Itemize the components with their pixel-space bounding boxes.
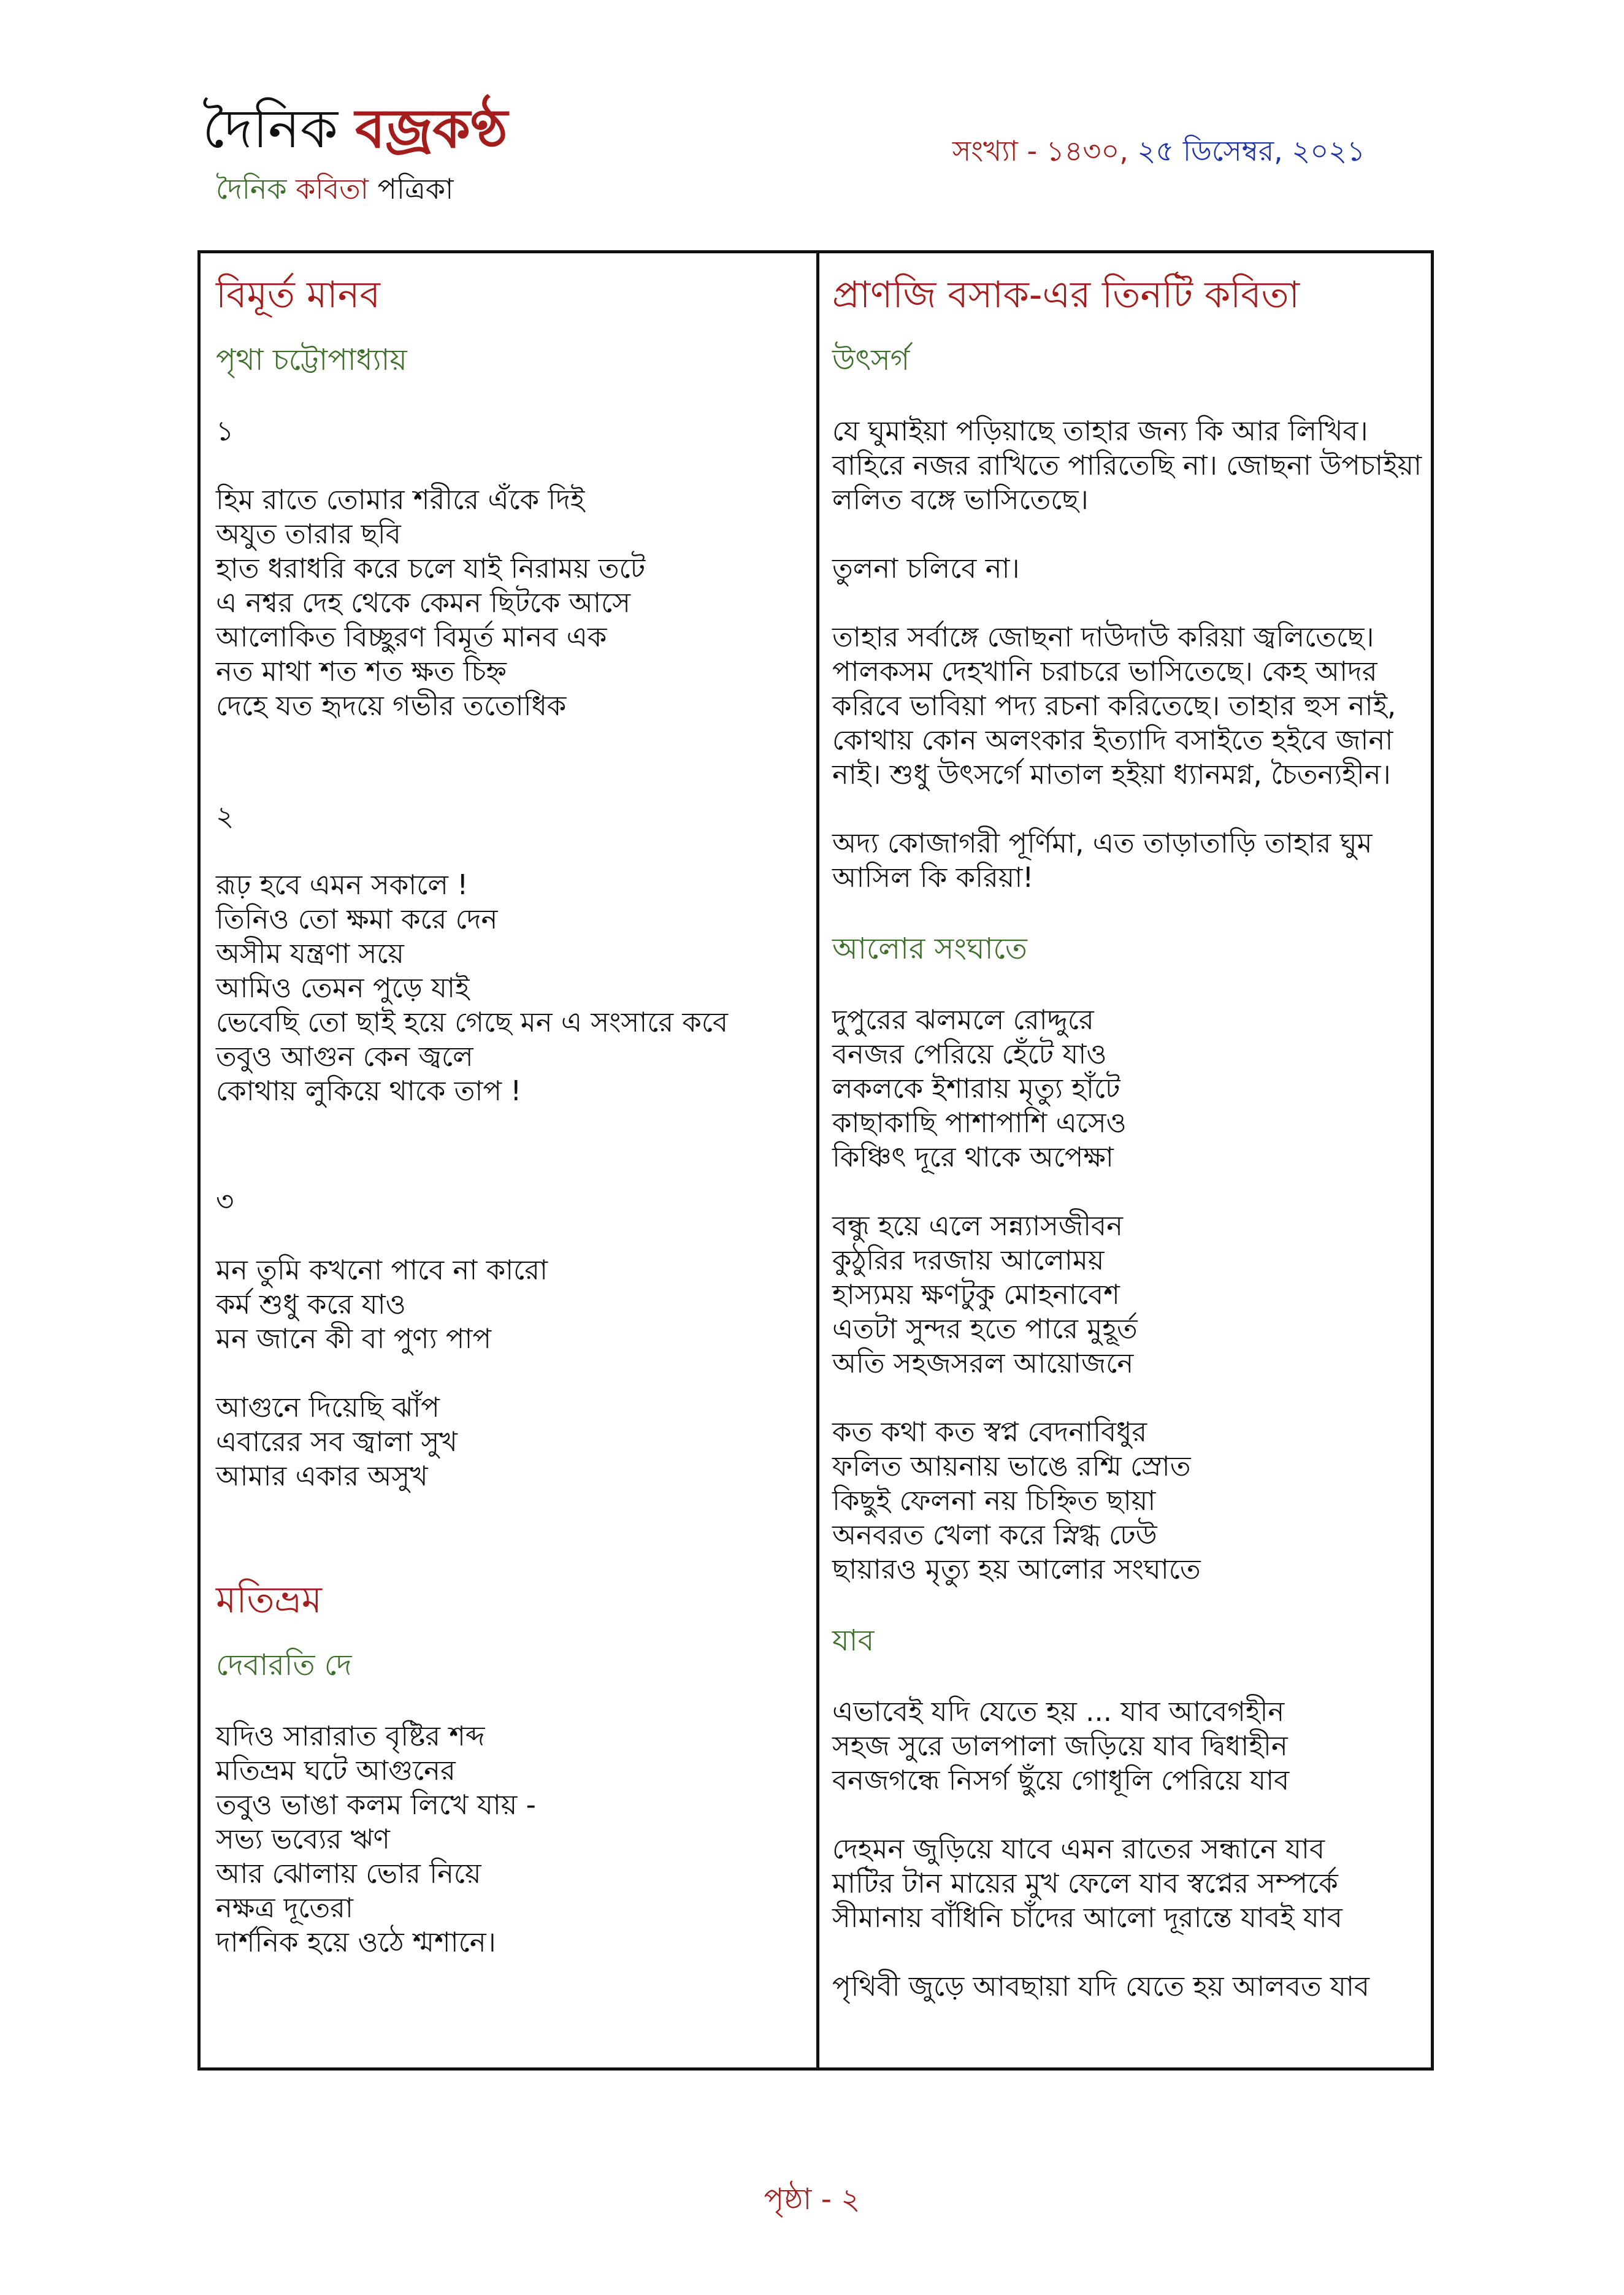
poem-line: আমিও তেমন পুড়ে যাই xyxy=(216,971,470,1004)
poem-line: ফলিত আয়নায় ভাঙে রশ্মি স্রোত xyxy=(832,1450,1191,1482)
poem-line: এ নশ্বর দেহ থেকে কেমন ছিটকে আসে xyxy=(216,586,630,619)
poem-author: দেবারতি দে xyxy=(216,1648,352,1682)
poem-line: মতিভ্রম ঘটে আগুনের xyxy=(216,1754,456,1787)
poem-line: তিনিও তো ক্ষমা করে দেন xyxy=(216,903,498,935)
paragraph xyxy=(832,551,1421,586)
stanza xyxy=(216,868,805,1108)
poem-line: তুলনা চলিবে না। xyxy=(832,552,1020,584)
content-frame xyxy=(197,250,1434,2071)
poem-line: বন্ধু হয়ে এলে সন্ন্যাসজীবন xyxy=(832,1209,1123,1242)
poem-line: অদ্য কোজাগরী পূর্ণিমা, এত তাড়াতাড়ি তাহার ঘুম xyxy=(832,827,1373,859)
poem-line: অতি সহজসরল আয়োজনে xyxy=(832,1347,1134,1379)
paragraph xyxy=(832,620,1421,792)
poem-line: দেহে যত হৃদয়ে গভীর ততোধিক xyxy=(216,689,567,722)
poem-line: বাহিরে নজর রাখিতে পারিতেছি না। জোছনা উপচাইয়া xyxy=(832,449,1422,481)
poem-line: হাত ধরাধরি করে চলে যাই নিরাময় তটে xyxy=(216,552,646,584)
poem-line: তাহার সর্বাঙ্গে জোছনা দাউদাউ করিয়া জ্বলিতেছে। xyxy=(832,621,1374,653)
poem-line: ললিত বঙ্গে ভাসিতেছে। xyxy=(832,483,1089,516)
poem-line: আমার একার অসুখ xyxy=(216,1460,428,1492)
spacer xyxy=(216,757,805,799)
poem-subtitle: যাব xyxy=(832,1623,875,1658)
poem-line: এতটা সুন্দর হতে পারে মুহূর্ত xyxy=(832,1312,1138,1345)
poem-line: মন জানে কী বা পুণ্য পাপ xyxy=(216,1322,492,1355)
poem-line: কুঠুরির দরজায় আলোময় xyxy=(832,1244,1105,1276)
poem-line: হিম রাতে তোমার শরীরে এঁকে দিই xyxy=(216,483,585,516)
poem-line: মন তুমি কখনো পাবে না কারো xyxy=(216,1254,548,1286)
poem-line: যে ঘুমাইয়া পড়িয়াছে তাহার জন্য কি আর লিখিব। xyxy=(832,415,1368,447)
stanza xyxy=(832,1003,1421,1174)
poem-line: তবুও ভাঙা কলম লিখে যায় - xyxy=(216,1788,536,1821)
poem-line: সহজ সুরে ডালপালা জড়িয়ে যাব দ্বিধাহীন xyxy=(832,1730,1288,1762)
poem-line: কোথায় লুকিয়ে থাকে তাপ ! xyxy=(216,1075,522,1107)
paragraph xyxy=(832,414,1421,517)
poem-subtitle: আলোর সংঘাতে xyxy=(832,932,1027,966)
poem-line: তবুও আগুন কেন জ্বলে xyxy=(216,1040,473,1073)
poem-title: মতিভ্রম xyxy=(216,1579,322,1622)
stanza xyxy=(832,1969,1421,2004)
issue-number: সংখ্যা - ১৪৩০, xyxy=(952,134,1138,167)
poem-line: কিছুই ফেলনা নয় চিহ্নিত ছায়া xyxy=(832,1484,1156,1517)
poem-line: নত মাথা শত শত ক্ষত চিহ্ন xyxy=(216,655,507,688)
masthead xyxy=(202,92,508,207)
tagline-part2: কবিতা xyxy=(296,172,369,205)
poem-line: ভেবেছি তো ছাই হয়ে গেছে মন এ সংসারে কবে xyxy=(216,1006,729,1038)
stanza xyxy=(216,1719,805,1960)
poem-line: সীমানায় বাঁধিনি চাঁদের আলো দূরান্তে যাবই যাব xyxy=(832,1901,1342,1934)
poem-line: আসিল কি করিয়া! xyxy=(832,861,1034,894)
poem-line: অযুত তারার ছবি xyxy=(216,518,401,550)
section-number: ২ xyxy=(216,800,234,832)
poem-line: দুপুরের ঝলমলে রোদ্দুরে xyxy=(832,1003,1094,1036)
poem-line: নাই। শুধু উৎসর্গে মাতাল হইয়া ধ্যানমগ্ন, চৈতন্যহীন। xyxy=(832,758,1391,791)
poem-line: কোথায় কোন অলংকার ইত্যাদি বসাইতে হইবে জানা xyxy=(832,724,1393,756)
tagline-part3: পত্রিকা xyxy=(369,172,454,205)
stanza xyxy=(832,1209,1421,1381)
poem-line: বনজর পেরিয়ে হেঁটে যাও xyxy=(832,1038,1107,1070)
stanza xyxy=(832,1695,1421,1798)
column-divider xyxy=(816,253,819,2067)
poem-line: আর ঝোলায় ভোর নিয়ে xyxy=(216,1857,481,1890)
poem-line: সভ্য ভব্যের ঋণ xyxy=(216,1823,390,1855)
poem-line: যদিও সারারাত বৃষ্টির শব্দ xyxy=(216,1720,485,1752)
poem-line: পৃথিবী জুড়ে আবছায়া যদি যেতে হয় আলবত যাব xyxy=(832,1970,1369,2002)
poem-line: ছায়ারও মৃত্যু হয় আলোর সংঘাতে xyxy=(832,1553,1201,1585)
poem-author: পৃথা চট্টোপাধ্যায় xyxy=(216,343,407,377)
newspaper-name xyxy=(202,92,508,166)
poem-line: দার্শনিক হয়ে ওঠে শ্মশানে। xyxy=(216,1926,496,1958)
poem-line: কত কথা কত স্বপ্ন বেদনাবিধুর xyxy=(832,1416,1147,1448)
section-number: ১ xyxy=(216,415,234,447)
poem-line: কিঞ্চিৎ দূরে থাকে অপেক্ষা xyxy=(832,1141,1114,1173)
section-number: ৩ xyxy=(216,1185,234,1217)
poem-subtitle: উৎসর্গ xyxy=(832,343,910,377)
poem-line: লকলকে ইশারায় মৃত্যু হাঁটে xyxy=(832,1072,1120,1105)
stanza xyxy=(832,1415,1421,1587)
stanza xyxy=(216,1253,805,1356)
tagline xyxy=(216,170,508,207)
poem-line: পালকসম দেহখানি চরাচরে ভাসিতেছে। কেহ আদর xyxy=(832,655,1377,688)
poem-line: নক্ষত্র দূতেরা xyxy=(216,1891,353,1924)
poem-line: অসীম যন্ত্রণা সয়ে xyxy=(216,937,404,970)
issue-date: ২৫ ডিসেম্বর, ২০২১ xyxy=(1137,134,1365,167)
page-number: পৃষ্ঠা - ২ xyxy=(764,2182,860,2216)
right-column xyxy=(832,264,1421,2038)
poem-line: আলোকিত বিচ্ছুরণ বিমূর্ত মানব এক xyxy=(216,621,607,653)
spacer xyxy=(216,1143,805,1184)
brand-part1: দৈনিক xyxy=(202,97,356,160)
tagline-part1: দৈনিক xyxy=(216,172,296,205)
brand-part2: বজ্রকণ্ঠ xyxy=(355,97,508,160)
poem-line: আগুনে দিয়েছি ঝাঁপ xyxy=(216,1391,440,1423)
section-title: প্রাণজি বসাক-এর তিনটি কবিতা xyxy=(832,274,1300,316)
spacer xyxy=(216,1528,805,1569)
poem-line: বনজগন্ধে নিসর্গ ছুঁয়ে গোধূলি পেরিয়ে যাব xyxy=(832,1764,1290,1796)
stanza xyxy=(216,1390,805,1493)
paragraph xyxy=(832,826,1421,895)
poem-line: কর্ম শুধু করে যাও xyxy=(216,1288,406,1320)
poem-line: এভাবেই যদি যেতে হয় ... যাব আবেগহীন xyxy=(832,1695,1285,1728)
poem-line: এবারের সব জ্বালা সুখ xyxy=(216,1425,458,1458)
poem-line: রূঢ় হবে এমন সকালে ! xyxy=(216,868,469,901)
poem-line: কাছাকাছি পাশাপাশি এসেও xyxy=(832,1106,1127,1139)
poem-title: বিমূর্ত মানব xyxy=(216,274,380,316)
poem-line: মাটির টান মায়ের মুখ ফেলে যাব স্বপ্নের সম্পর্কে xyxy=(832,1867,1338,1899)
stanza xyxy=(832,1832,1421,1935)
stanza xyxy=(216,483,805,723)
issue-info xyxy=(952,130,1365,177)
poem-line: অনবরত খেলা করে স্নিগ্ধ ঢেউ xyxy=(832,1519,1157,1551)
left-column xyxy=(216,264,805,1994)
poem-line: হাস্যময় ক্ষণটুকু মোহনাবেশ xyxy=(832,1278,1120,1311)
poem-line: দেহমন জুড়িয়ে যাবে এমন রাতের সন্ধানে যাব xyxy=(832,1833,1325,1865)
poem-line: করিবে ভাবিয়া পদ্য রচনা করিতেছে। তাহার হুস নাই, xyxy=(832,689,1396,722)
